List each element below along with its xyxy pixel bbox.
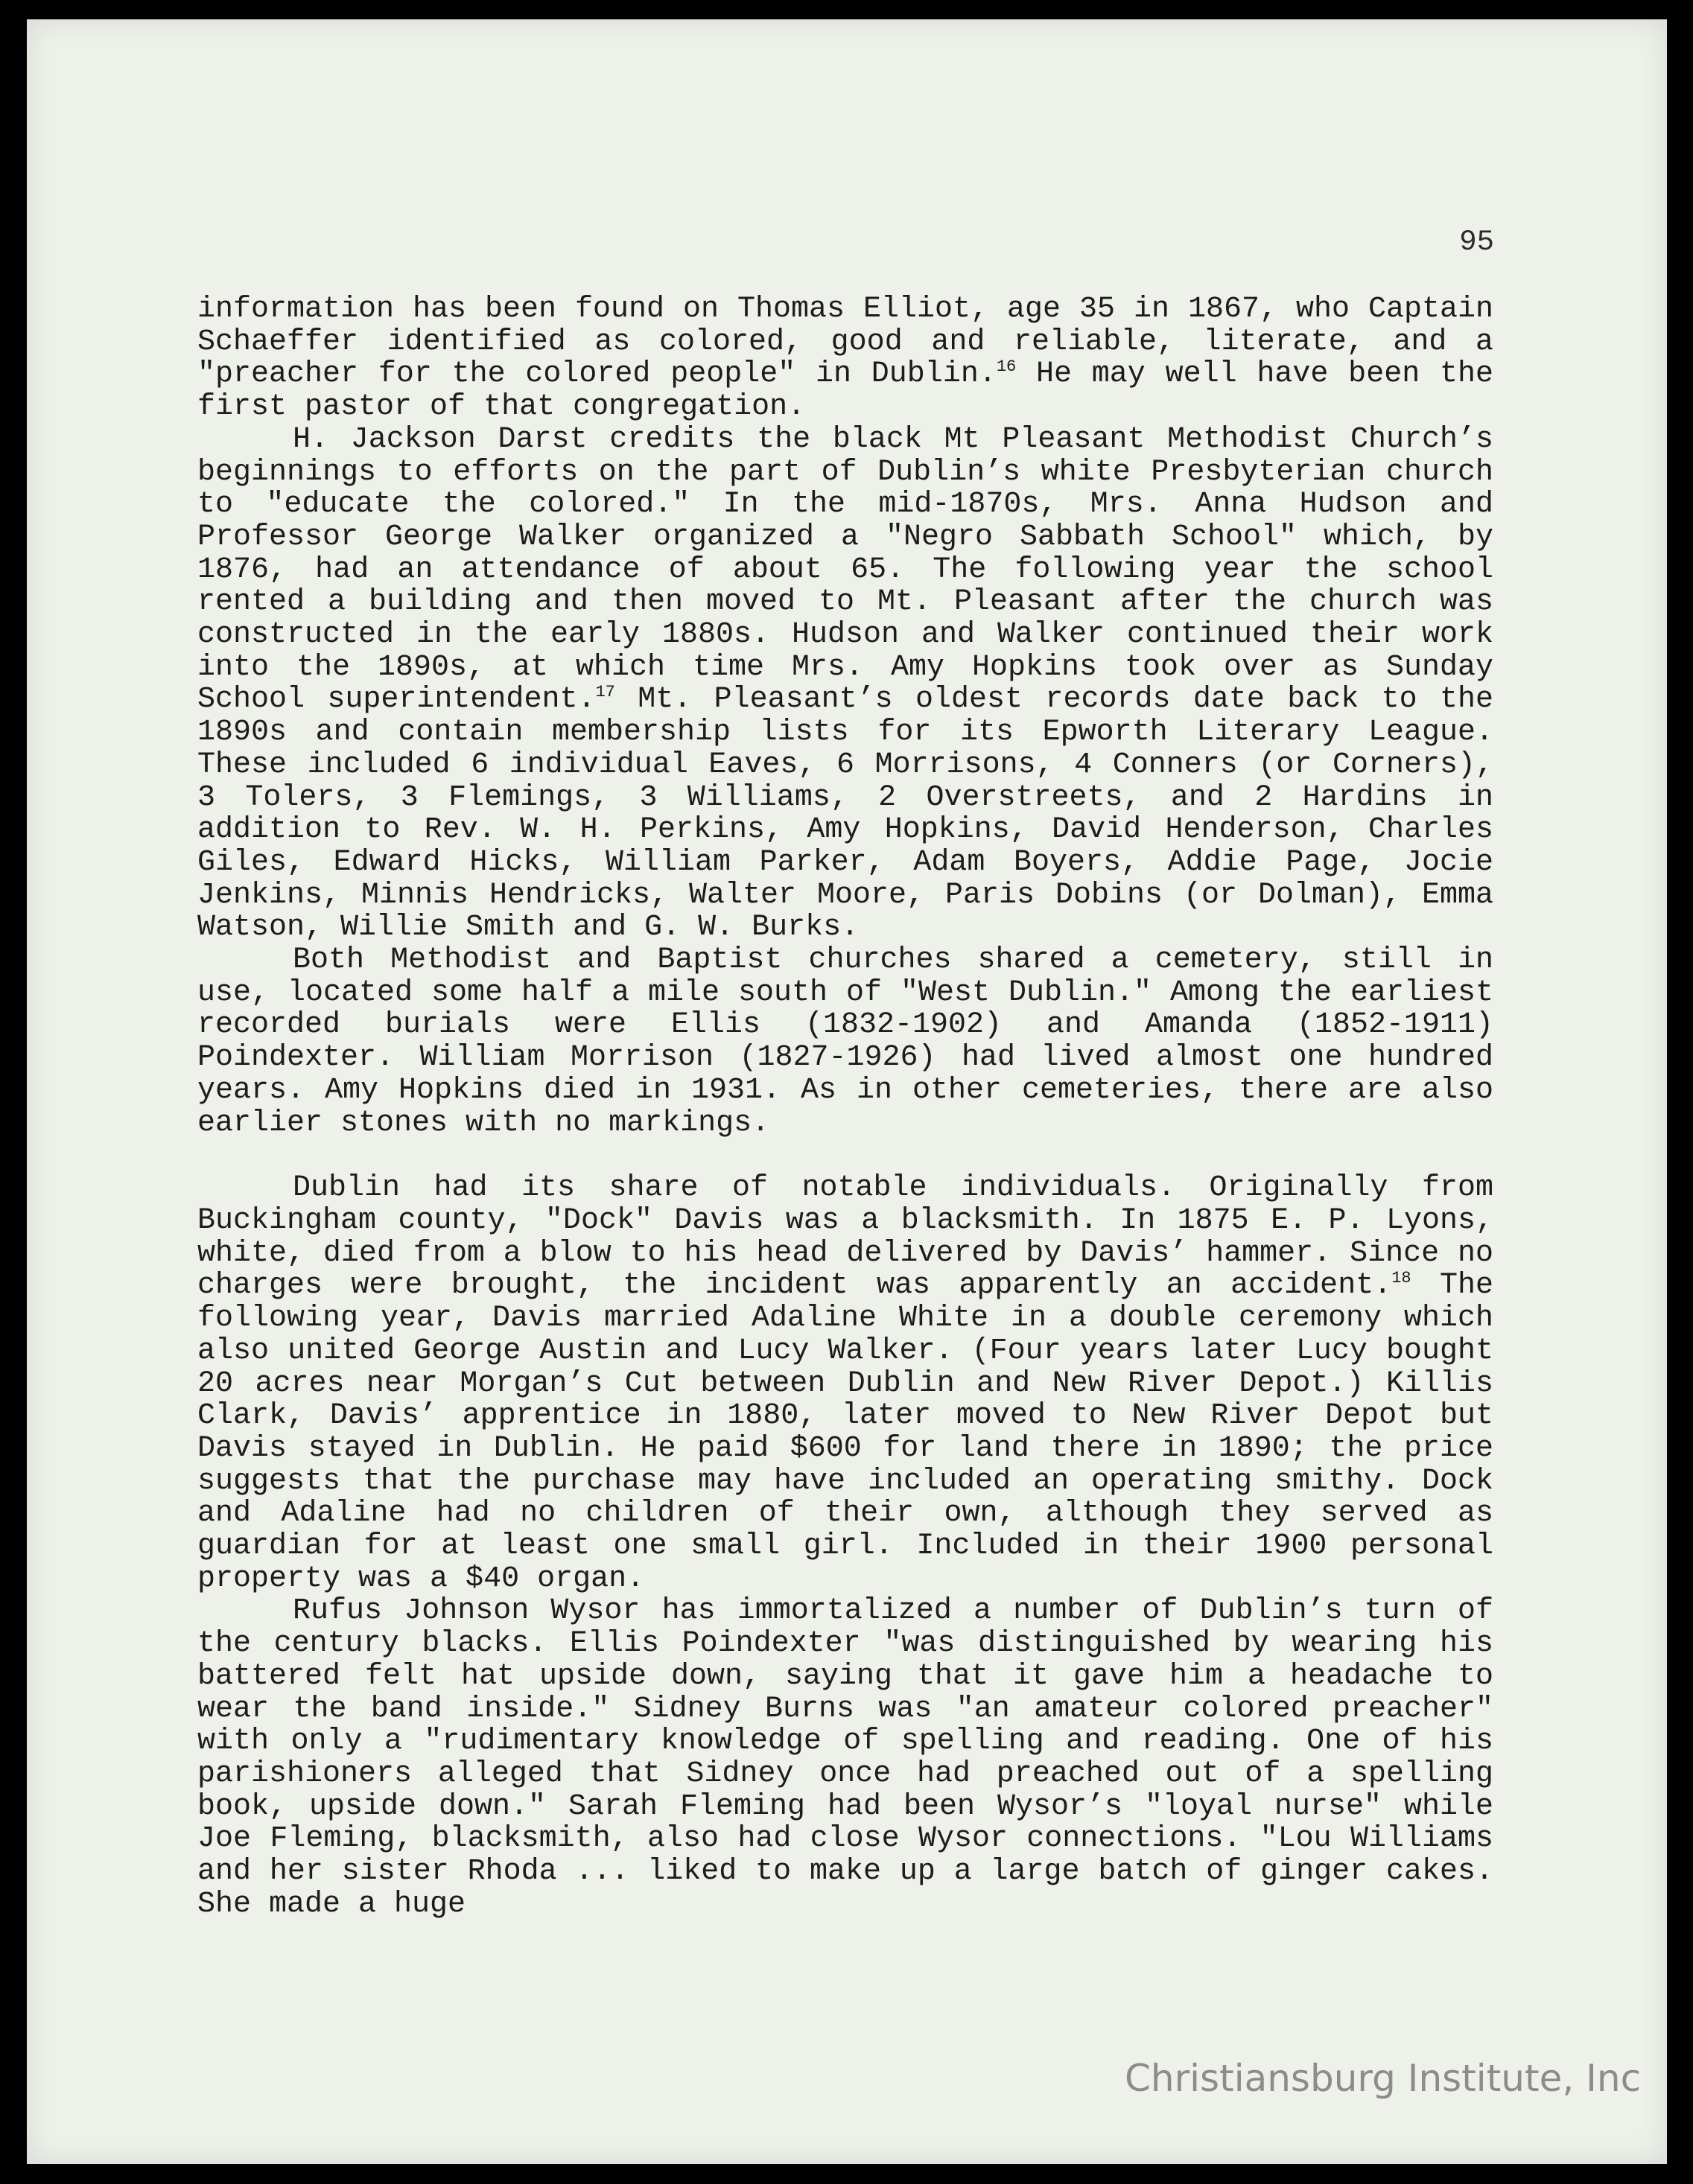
paragraph (197, 944, 1493, 1139)
footnote-ref: 18 (1391, 1269, 1411, 1288)
paragraph-text: He may well have been the first pastor of that congregation. (197, 357, 1493, 424)
paragraph (197, 293, 1493, 424)
footnote-ref: 16 (996, 357, 1017, 377)
paragraph-text: Both Methodist and Baptist churches shared a cemetery, still in use, located some half a mile south of "West Dublin." Among the earliest recorded burials were Ellis (1832-1902) and Amanda (1852-1911) Poindexter. William Morrison (1827-1926) had lived almost one hundred years. Amy Hopkins died in 1931. As in other cemeteries, there are also earlier stones with no markings. (197, 943, 1493, 1140)
page-number: 95 (1459, 226, 1494, 258)
paragraph (197, 1595, 1493, 1920)
body-text (197, 293, 1493, 1920)
paragraph (197, 424, 1493, 944)
paragraph-text: Dublin had its share of notable individuals. Originally from Buckingham county, "Dock" Davis was a blacksmith. In 1875 E. P. Lyons, white, died from a blow to his head delivered by Davis’ hammer. Since no charges were brought, the incident was apparently an accident. (197, 1171, 1493, 1303)
paragraph-text: H. Jackson Darst credits the black Mt Pleasant Methodist Church’s beginnings to efforts on the part of Dublin’s white Presbyterian church to "educate the colored." In the mid-1870s, Mrs. Anna Hudson and Professor George Walker organized a "Negro Sabbath School" which, by 1876, had an attendance of about 65. The following year the school rented a building and then moved to Mt. Pleasant after the church was constructed in the early 1880s. Hudson and Walker continued their work into the 1890s, at which time Mrs. Amy Hopkins took over as Sunday School superintendent. (197, 422, 1493, 717)
paragraph-text: Mt. Pleasant’s oldest records date back to the 1890s and contain membership lists for its Epworth Literary League. These included 6 individual Eaves, 6 Morrisons, 4 Conners (or Corners), 3 Tolers, 3 Flemings, 3 Williams, 2 Overstreets, and 2 Hardins in addition to Rev. W. H. Perkins, Amy Hopkins, David Henderson, Charles Giles, Edward Hicks, William Parker, Adam Boyers, Addie Page, Jocie Jenkins, Minnis Hendricks, Walter Moore, Paris Dobins (or Dolman), Emma Watson, Willie Smith and G. W. Burks. (197, 683, 1494, 945)
paragraph (197, 1172, 1493, 1595)
document-page (27, 19, 1667, 2164)
paragraph-text: Rufus Johnson Wysor has immortalized a number of Dublin’s turn of the century blacks. Ellis Poindexter "was distinguished by wearing his battered felt hat upside down, saying that it gave him a headache to wear the band inside." Sidney Burns was "an amateur colored preacher" with only a "rudimentary knowledge of spelling and reading. One of his parishioners alleged that Sidney once had preached out of a spelling book, upside down." Sarah Fleming had been Wysor’s "loyal nurse" while Joe Fleming, blacksmith, also had close Wysor connections. "Lou Williams and her sister Rhoda ... liked to make up a large batch of ginger cakes. She made a huge (197, 1594, 1493, 1921)
watermark: Christiansburg Institute, Inc (1125, 2057, 1642, 2100)
footnote-ref: 17 (595, 683, 615, 702)
paragraph-text: information has been found on Thomas Elliot, age 35 in 1867, who Captain Schaeffer identified as colored, good and reliable, literate, and a "preacher for the colored people" in Dublin. (197, 293, 1493, 392)
paragraph-text: The following year, Davis married Adaline White in a double ceremony which also united George Austin and Lucy Walker. (Four years later Lucy bought 20 acres near Morgan’s Cut between Dublin and New River Depot.) Killis Clark, Davis’ apprentice in 1880, later moved to New River Depot but Davis stayed in Dublin. He paid $600 for land there in 1890; the price suggests that the purchase may have included an operating smithy. Dock and Adaline had no children of their own, although they served as guardian for at least one small girl. Included in their 1900 personal property was a $40 organ. (197, 1269, 1493, 1596)
